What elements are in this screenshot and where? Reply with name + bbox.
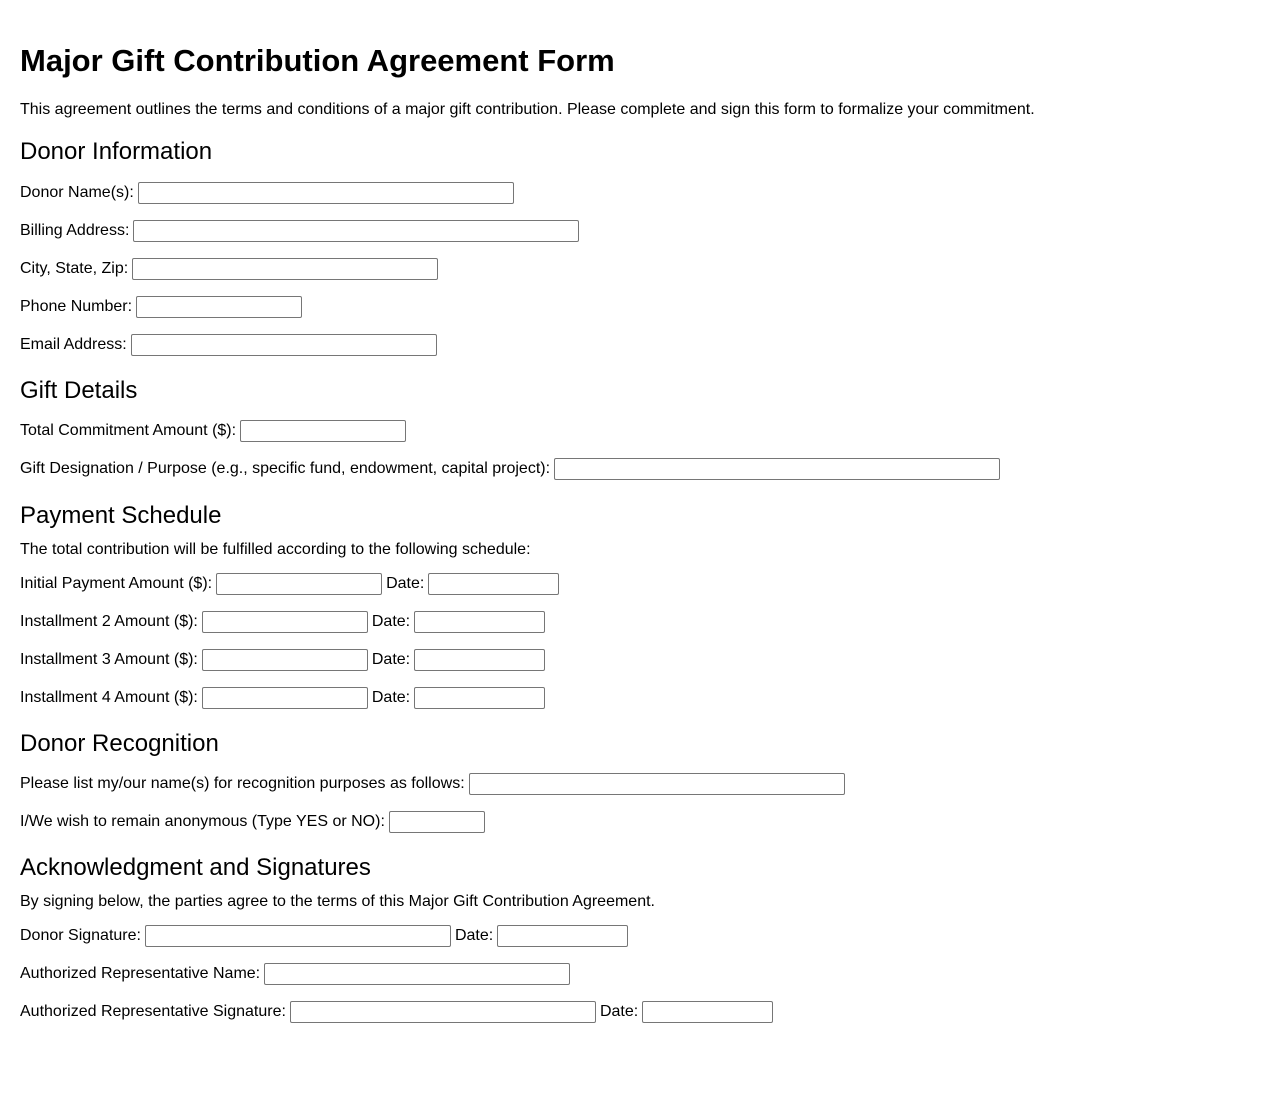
donor-signature-row — [20, 917, 1242, 955]
installment-date-label: Date: — [371, 613, 411, 630]
phone-row — [20, 288, 1242, 326]
city-state-zip-row — [20, 250, 1242, 288]
installment-row — [20, 641, 1242, 679]
installment-date-label: Date: — [371, 651, 411, 668]
donor-signature-label: Donor Signature: — [20, 927, 141, 944]
installment-date-input[interactable] — [428, 573, 559, 595]
rep-signature-row — [20, 993, 1242, 1031]
total-amount-label: Total Commitment Amount ($): — [20, 422, 237, 439]
rep-signature-input[interactable] — [290, 1001, 596, 1023]
city-state-zip-input[interactable] — [132, 258, 438, 280]
installment-amount-label: Installment 3 Amount ($): — [20, 651, 198, 668]
installment-row — [20, 679, 1242, 717]
recognition-name-input[interactable] — [469, 773, 845, 795]
phone-input[interactable] — [136, 296, 302, 318]
email-row — [20, 326, 1242, 364]
installment-date-input[interactable] — [414, 611, 545, 633]
installment-amount-input[interactable] — [202, 649, 368, 671]
donor-signature-date-label: Date: — [454, 927, 494, 944]
donor-signature-date-input[interactable] — [497, 925, 628, 947]
billing-address-input[interactable] — [133, 220, 579, 242]
rep-signature-date-input[interactable] — [642, 1001, 773, 1023]
installment-amount-label: Installment 2 Amount ($): — [20, 613, 198, 630]
installment-amount-label: Installment 4 Amount ($): — [20, 689, 198, 706]
rep-name-row — [20, 955, 1242, 993]
installment-row — [20, 603, 1242, 641]
recognition-name-label: Please list my/our name(s) for recognition purposes as follows: — [20, 775, 465, 792]
gift-details-heading: Gift Details — [20, 377, 138, 404]
installment-date-label: Date: — [386, 575, 425, 592]
rep-name-input[interactable] — [264, 963, 570, 985]
designation-label: Gift Designation / Purpose (e.g., specific fund, endowment, capital project): — [20, 460, 551, 477]
email-label: Email Address: — [20, 336, 127, 353]
anonymous-input[interactable] — [389, 811, 485, 833]
installment-amount-input[interactable] — [216, 573, 382, 595]
rep-signature-label: Authorized Representative Signature: — [20, 1003, 286, 1020]
installment-date-input[interactable] — [414, 649, 545, 671]
installment-amount-label: Initial Payment Amount ($): — [20, 575, 213, 592]
email-input[interactable] — [131, 334, 437, 356]
intro-text: This agreement outlines the terms and conditions of a major gift contribution. Please complete and sign this form to formalize your commitment. — [20, 101, 1035, 118]
designation-row — [20, 450, 1242, 488]
billing-address-row — [20, 212, 1242, 250]
phone-label: Phone Number: — [20, 298, 133, 315]
installment-date-input[interactable] — [414, 687, 545, 709]
signatures-heading: Acknowledgment and Signatures — [20, 854, 371, 881]
donor-signature-input[interactable] — [145, 925, 451, 947]
billing-address-label: Billing Address: — [20, 222, 130, 239]
installment-date-label: Date: — [371, 689, 411, 706]
total-amount-input[interactable] — [240, 420, 406, 442]
installment-amount-input[interactable] — [202, 687, 368, 709]
payment-schedule-heading: Payment Schedule — [20, 502, 222, 529]
rep-name-label: Authorized Representative Name: — [20, 965, 261, 982]
signatures-description: By signing below, the parties agree to the terms of this Major Gift Contribution Agreement. — [20, 893, 655, 910]
designation-input[interactable] — [554, 458, 1000, 480]
installment-row — [20, 565, 1242, 603]
payment-schedule-description: The total contribution will be fulfilled according to the following schedule: — [20, 541, 531, 558]
donor-recognition-heading: Donor Recognition — [20, 730, 219, 757]
city-state-zip-label: City, State, Zip: — [20, 260, 129, 277]
page-title: Major Gift Contribution Agreement Form — [20, 43, 615, 78]
donor-name-label: Donor Name(s): — [20, 184, 134, 201]
rep-signature-date-label: Date: — [599, 1003, 639, 1020]
recognition-name-row — [20, 765, 1242, 803]
anonymous-label: I/We wish to remain anonymous (Type YES or NO): — [20, 813, 385, 830]
installment-amount-input[interactable] — [202, 611, 368, 633]
anonymous-row — [20, 803, 1242, 841]
donor-name-input[interactable] — [138, 182, 514, 204]
donor-info-heading: Donor Information — [20, 138, 213, 165]
total-amount-row — [20, 412, 1242, 450]
donor-name-row — [20, 174, 1242, 212]
